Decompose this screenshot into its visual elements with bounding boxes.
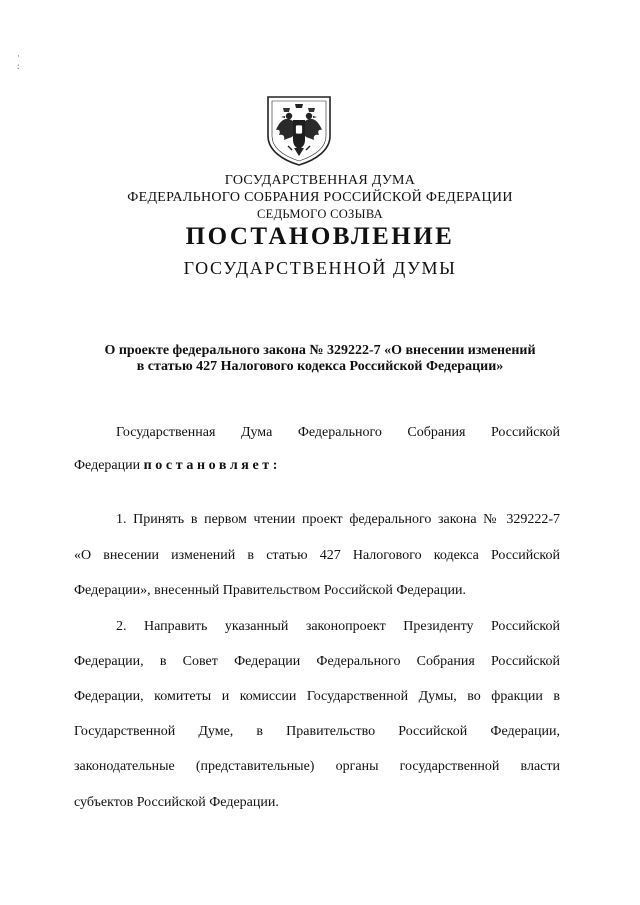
resolves-word: постановляет: [143, 458, 282, 473]
coat-of-arms-icon [264, 94, 334, 168]
document-title: ПОСТАНОВЛЕНИЕ [185, 223, 455, 250]
item2-line-4: Государственной Думе, в Правительство Российской Федерации, [74, 724, 560, 739]
item2-line-3: Федерации, комитеты и комиссии Государственной Думы, во фракции в [74, 689, 560, 704]
scan-mark: · [17, 51, 20, 61]
subject-line-2: в статью 427 Налогового кодекса Российской Федерации» [136, 359, 504, 374]
scan-mark: : [17, 61, 20, 71]
item2-line-5: законодательные (представительные) органы государственной власти [74, 759, 560, 774]
preamble-text: Федерации [74, 458, 144, 473]
item1-line-2: «О внесении изменений в статью 427 Налогового кодекса Российской [74, 548, 560, 563]
document-subtitle: ГОСУДАРСТВЕННОЙ ДУМЫ [183, 258, 457, 278]
item1-line-3: Федерации», внесенный Правительством Российской Федерации. [74, 583, 466, 598]
preamble-line-1: Государственная Дума Федерального Собрания Российской [116, 425, 560, 440]
header-line-assembly: ФЕДЕРАЛЬНОГО СОБРАНИЯ РОССИЙСКОЙ ФЕДЕРАЦИИ [127, 190, 513, 205]
subject-line-1: О проекте федерального закона № 329222-7 «О внесении изменений [104, 343, 536, 358]
header-line-convocation: СЕДЬМОГО СОЗЫВА [257, 207, 383, 221]
item2-line-6: субъектов Российской Федерации. [74, 795, 279, 810]
item2-line-2: Федерации, в Совет Федерации Федерального Собрания Российской [74, 654, 560, 669]
item1-line-1: 1. Принять в первом чтении проект федерального закона № 329222-7 [116, 512, 560, 527]
preamble-line-2 [74, 458, 560, 474]
item2-line-1: 2. Направить указанный законопроект Президенту Российской [116, 619, 560, 634]
header-line-duma: ГОСУДАРСТВЕННАЯ ДУМА [224, 173, 416, 188]
